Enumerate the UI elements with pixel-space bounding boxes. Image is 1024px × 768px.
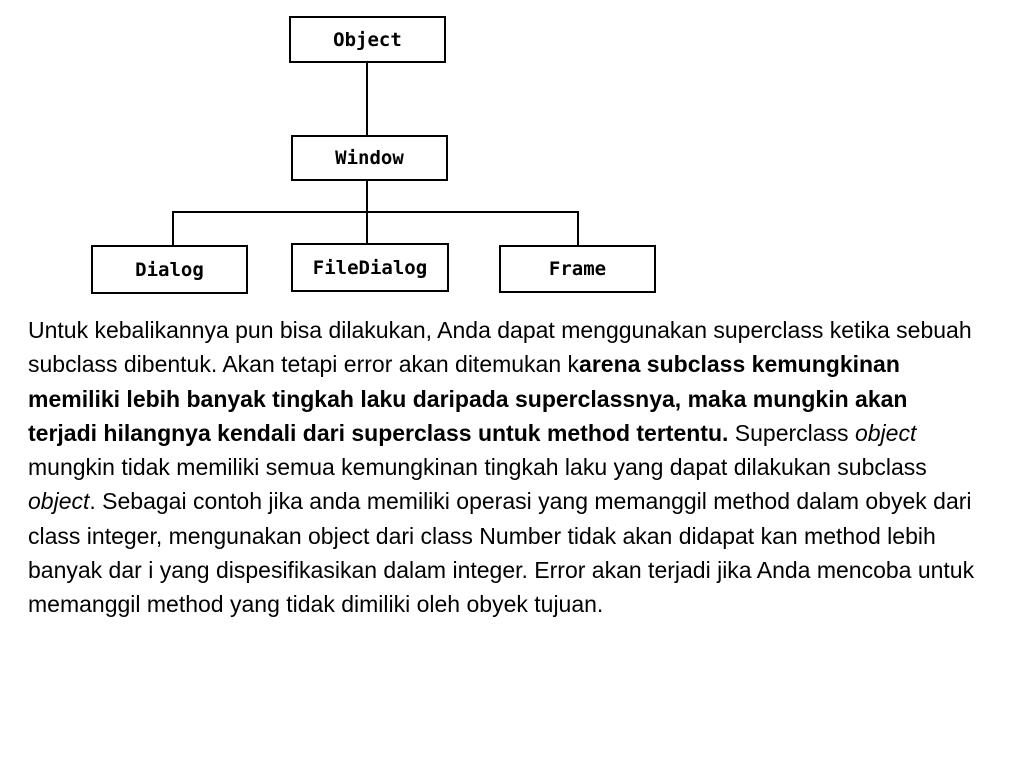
connector-object-window xyxy=(366,62,368,136)
italic-text-segment: object xyxy=(854,419,917,446)
text-segment: mungkin tidak memiliki semua kemungkinan tingkah laku yang dapat dilakukan subclass xyxy=(28,454,927,481)
explanation-paragraph xyxy=(28,313,980,622)
text-segment: Superclass xyxy=(728,419,855,446)
connector-to-dialog xyxy=(172,211,174,246)
text-segment: . Sebagai contoh jika anda memiliki operasi yang memanggil method dalam obyek dari class integer, mengunakan object dari class Number tidak akan didapat kan method lebih banyak dar i yang dispesifikasikan dalam integer. Error akan terjadi jika Anda mencoba untuk memanggil method yang tidak dimiliki oleh obyek tujuan. xyxy=(28,488,975,618)
bold-text-segment: arena subclass kemungkinan memiliki lebih banyak tingkah laku daripada superclassnya, maka mungkin akan terjadi hilangnya kendali dari superclass untuk method tertentu. xyxy=(28,351,908,446)
italic-text-segment: object xyxy=(28,488,90,515)
text-segment: Untuk kebalikannya pun bisa dilakukan, Anda dapat menggunakan superclass ketika sebuah subclass dibentuk. Akan tetapi error akan ditemukan k xyxy=(28,317,972,378)
connector-window-branch xyxy=(366,180,368,212)
connector-to-filedialog xyxy=(366,211,368,244)
node-window: Window xyxy=(291,135,448,181)
connector-to-frame xyxy=(577,211,579,246)
node-filedialog: FileDialog xyxy=(291,243,449,292)
node-dialog: Dialog xyxy=(91,245,248,294)
node-object: Object xyxy=(289,16,446,63)
class-hierarchy-diagram xyxy=(0,0,1024,305)
connector-horizontal-branch xyxy=(172,211,579,213)
node-frame: Frame xyxy=(499,245,656,293)
